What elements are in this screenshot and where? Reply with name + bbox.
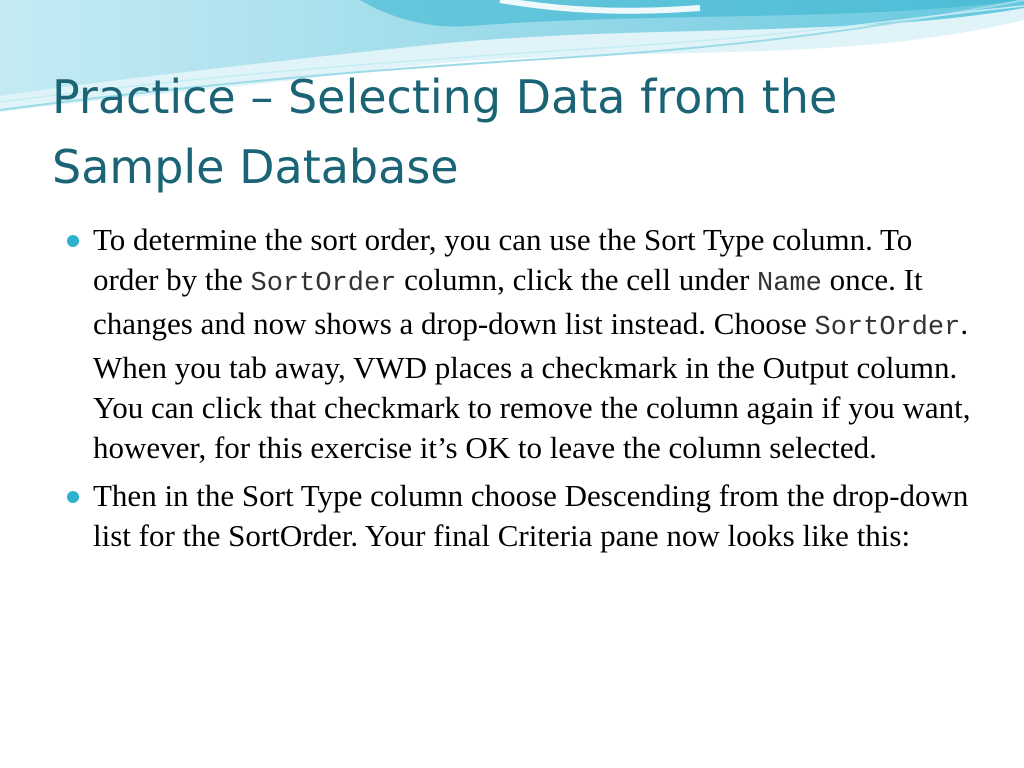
slide-title: Practice – Selecting Data from the Sample Database [52, 70, 838, 194]
bullet-text-segment: once. It changes and now shows a drop-down list instead. Choose [93, 262, 923, 341]
bullet-list [62, 220, 982, 564]
bullet-text-segment: . When you tab away, VWD places a checkmark in the Output column. You can click that checkmark to remove the column again if you want, however, for this exercise it’s OK to leave the column selected. [93, 306, 971, 465]
bullet-dot-icon [67, 491, 79, 503]
code-term-sortorder: SortOrder [250, 269, 397, 299]
code-term-name: Name [757, 269, 822, 299]
bullet-text-segment: column, click the cell under [396, 262, 758, 297]
bullet-text-segment: Then in the Sort Type column choose Descending from the drop-down list for the SortOrder. Your final Criteria pane now looks like this: [93, 478, 969, 553]
bullet-text-segment: To determine the sort order, you can use the Sort Type column. To order by the [93, 222, 913, 297]
code-term-sortorder: SortOrder [814, 313, 961, 343]
bullet-item [62, 476, 982, 556]
bullet-dot-icon [67, 235, 79, 247]
bullet-item [62, 220, 982, 468]
